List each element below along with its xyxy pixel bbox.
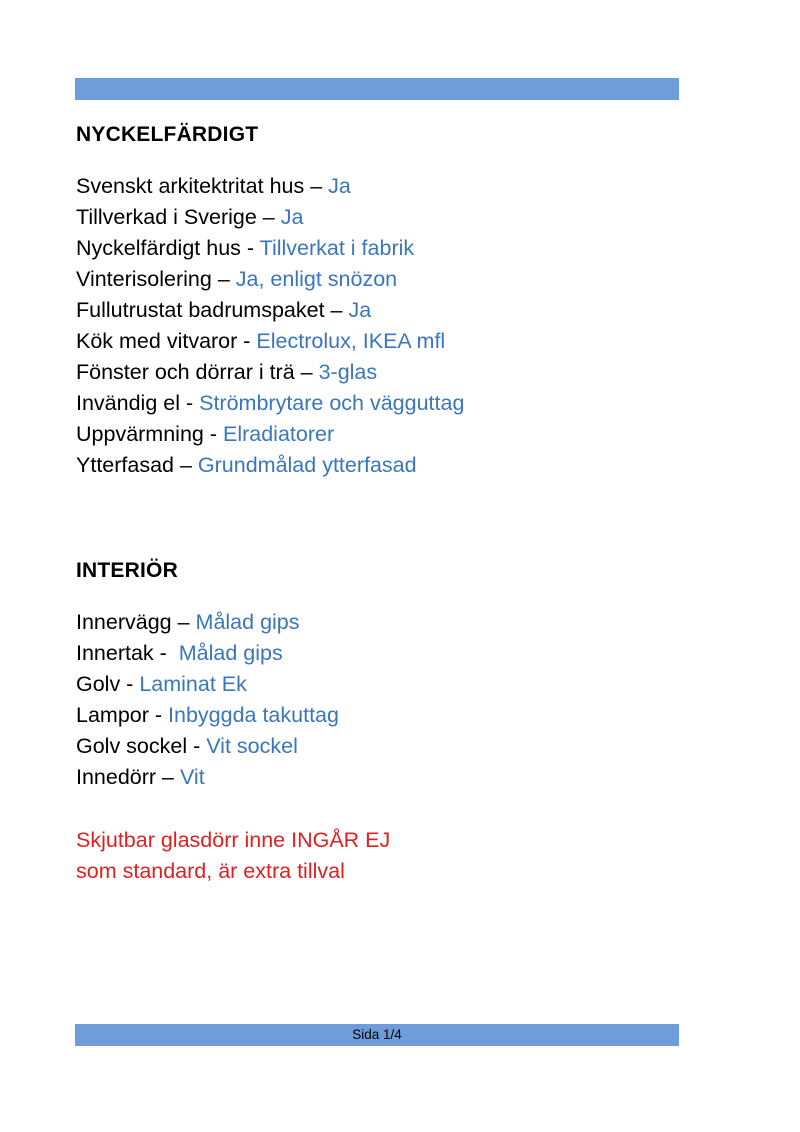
spec-list-nyckelfardigt [76,171,716,481]
header-accent-bar [75,78,679,100]
spec-label: Uppvärmning - [76,422,223,447]
spec-value: Laminat Ek [139,672,247,697]
spec-value: Vit [179,765,205,790]
spec-value: Inbyggda takuttag [168,703,339,728]
section-title-nyckelfardigt: NYCKELFÄRDIGT [76,123,259,146]
spec-value: 3-glas [318,360,378,385]
spec-value: Electrolux, IKEA mfl [256,329,446,354]
warning-line-1: Skjutbar glasdörr inne INGÅR EJ [76,828,391,853]
spec-row [76,700,716,731]
spec-row [76,669,716,700]
spec-label: Fönster och dörrar i trä – [76,360,319,385]
spec-row [76,419,716,450]
spec-row [76,295,716,326]
spec-label: Innervägg – [76,610,196,635]
document-content [76,122,716,887]
spec-row [76,326,716,357]
spec-value: Vit sockel [206,734,298,759]
spec-label: Innertak - [76,641,179,666]
page-number-label: Sida 1/4 [352,1027,402,1043]
spec-row [76,731,716,762]
spec-label: Fullutrustat badrumspaket – [76,298,349,323]
spec-label: Innedörr – [76,765,180,790]
footer-accent-bar [75,1024,679,1046]
spec-row [76,357,716,388]
spec-label: Golv - [76,672,140,697]
spec-label: Lampor - [76,703,169,728]
spec-value: Ja [328,174,351,199]
spec-label: Vinterisolering – [76,267,236,292]
spec-list-interior [76,607,716,793]
spec-value: Tillverkat i fabrik [259,236,415,261]
spec-row [76,638,716,669]
spec-label: Tillverkad i Sverige – [76,205,281,230]
spec-value: Ja, enligt snözon [235,267,398,292]
spec-label: Ytterfasad – [76,453,198,478]
section-title-interior: INTERIÖR [76,559,178,583]
spec-row [76,171,716,202]
spec-row [76,762,716,793]
spec-label: Svenskt arkitektritat hus – [76,174,329,199]
warning-note [76,825,716,887]
spec-row [76,202,716,233]
spec-value: Grundmålad ytterfasad [197,453,417,478]
spec-row [76,388,716,419]
warning-spacer [76,793,716,825]
spec-row [76,450,716,481]
spec-row [76,607,716,638]
spec-label: Invändig el - [76,391,200,416]
spec-row [76,233,716,264]
section-spacer [76,481,716,558]
spec-value: Målad gips [195,610,300,635]
spec-value: Ja [280,205,304,230]
spec-label: Golv sockel - [76,734,207,759]
warning-line-2: som standard, är extra tillval [76,859,345,884]
spec-label: Nyckelfärdigt hus - [76,236,260,261]
spec-row [76,264,716,295]
spec-value: Elradiatorer [222,422,335,447]
spec-value: Strömbrytare och vägguttag [199,391,465,416]
spec-value: Ja [348,298,372,323]
spec-label: Kök med vitvaror - [76,329,257,354]
spec-value: Målad gips [178,641,283,666]
